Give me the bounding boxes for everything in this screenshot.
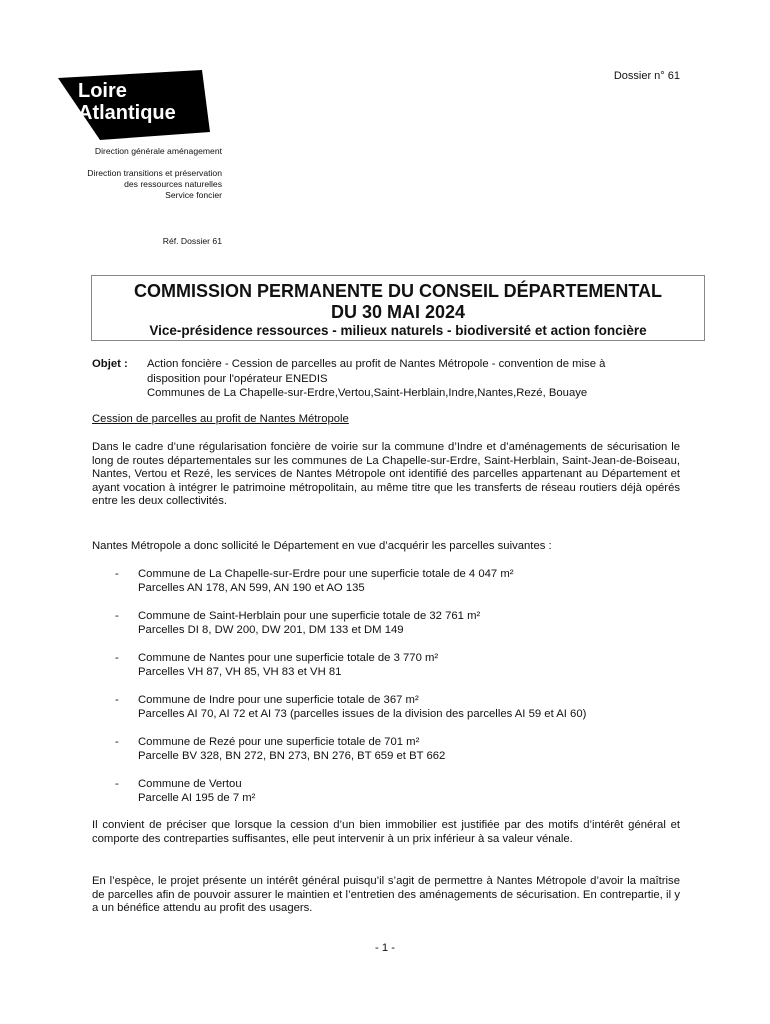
paragraph-2: Nantes Métropole a donc sollicité le Département en vue d’acquérir les parcelles suivantes : xyxy=(92,540,552,552)
list-item: - Commune de La Chapelle-sur-Erdre pour une superficie totale de 4 047 m² Parcelles AN 178, AN 599, AN 190 et AO 135 xyxy=(115,568,514,594)
direction-line1: Direction transitions et préservation xyxy=(87,168,222,178)
objet-block xyxy=(92,357,692,401)
paragraph-4: En l’espèce, le projet présente un intérêt général puisqu’il s’agit de permettre à Nantes Métropole d’avoir la maîtrise de parcelles afin de pouvoir assurer le maintien et l’entretien des aménagements de sécurisation. En contrepartie, il y a un bénéfice attendu au profit des usagers. xyxy=(92,875,680,915)
logo-line2: Atlantique xyxy=(78,102,176,124)
direction-block xyxy=(87,168,222,201)
title-line1: COMMISSION PERMANENTE DU CONSEIL DÉPARTEMENTAL xyxy=(133,281,663,301)
list-item: - Commune de Vertou Parcelle AI 195 de 7 m² xyxy=(115,778,256,804)
loire-atlantique-logo xyxy=(52,70,212,140)
service-name: Service foncier xyxy=(165,190,222,200)
list-item: - Commune de Rezé pour une superficie totale de 701 m² Parcelle BV 328, BN 272, BN 273, BN 276, BT 659 et BT 662 xyxy=(115,736,446,762)
logo-graphic xyxy=(52,70,212,140)
page-number: - 1 - xyxy=(374,942,396,954)
list-item: - Commune de Indre pour une superficie totale de 367 m² Parcelles AI 70, AI 72 et AI 73 (parcelles issues de la division des parcelles AI 59 et AI 60) xyxy=(115,694,587,720)
list-item: - Commune de Nantes pour une superficie totale de 3 770 m² Parcelles VH 87, VH 85, VH 83 et VH 81 xyxy=(115,652,439,678)
logo-line1: Loire xyxy=(78,80,127,102)
title-subtitle: Vice-présidence ressources - milieux naturels - biodiversité et action foncière xyxy=(149,323,647,338)
paragraph-3: Il convient de préciser que lorsque la cession d’un bien immobilier est justifiée par des motifs d’intérêt général et comporte des contreparties suffisantes, elle peut intervenir à un prix inférieur à sa valeur vénale. xyxy=(92,819,680,845)
reference: Réf. Dossier 61 xyxy=(162,236,222,246)
objet-line1: Action foncière - Cession de parcelles au profit de Nantes Métropole - convention de mise à xyxy=(147,358,606,370)
section-heading: Cession de parcelles au profit de Nantes Métropole xyxy=(92,413,349,425)
objet-line2: disposition pour l'opérateur ENEDIS xyxy=(147,372,328,385)
paragraph-1: Dans le cadre d’une régularisation foncière de voirie sur la commune d’Indre et d’aménagements de sécurisation le long de routes départementales sur les communes de La Chapelle-sur-Erdre, Saint-Herblain, Saint-Jean-de-Boiseau, Nantes, Vertou et Rezé, les services de Nantes Métropole ont identifié des parcelles appartenant au Département et ayant vocation à intégrer le patrimoine métropolitain, au même titre que les transferts de réseau routiers déjà opérés entre les deux collectivités. xyxy=(92,441,680,508)
direction-line2: des ressources naturelles xyxy=(124,179,222,189)
dossier-number: Dossier n° 61 xyxy=(613,70,680,82)
objet-line3: Communes de La Chapelle-sur-Erdre,Vertou,Saint-Herblain,Indre,Nantes,Rezé, Bouaye xyxy=(147,387,588,399)
objet-label: Objet : xyxy=(92,358,128,370)
title-line2: DU 30 MAI 2024 xyxy=(330,302,466,322)
direction-generale: Direction générale aménagement xyxy=(94,146,222,156)
list-item: - Commune de Saint-Herblain pour une superficie totale de 32 761 m² Parcelles DI 8, DW 200, DW 201, DM 133 et DM 149 xyxy=(115,610,481,636)
title-box xyxy=(91,275,705,341)
